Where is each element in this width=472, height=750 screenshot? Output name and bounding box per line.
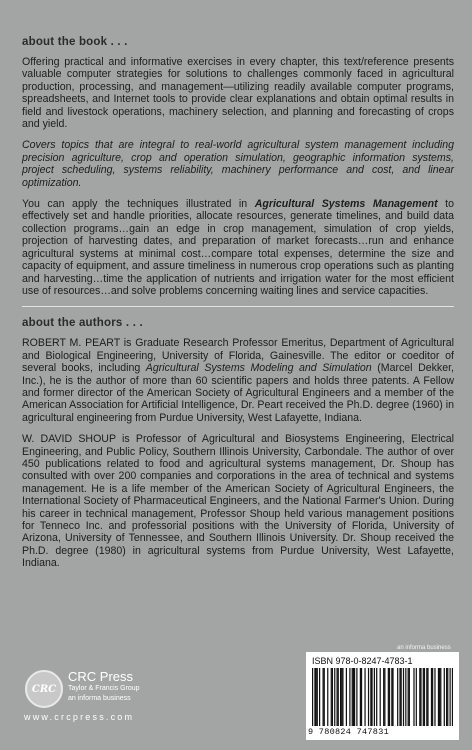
barcode-bar	[332, 668, 333, 726]
barcode-bar	[447, 668, 448, 726]
barcode-bar	[349, 668, 350, 726]
book-topics: Covers topics that are integral to real-world agricultural system management including precision agriculture, crop and operation simulation, geographic information systems, project scheduling, systems reliability, machinery performance and cost, and linear optimization.	[22, 139, 454, 189]
isbn-barcode	[306, 652, 459, 740]
barcode-bar	[312, 668, 313, 726]
barcode-bar	[361, 668, 362, 726]
book-description: Offering practical and informative exercises in every chapter, this text/reference presents valuable computer strategies for solutions to challenges commonly faced in agricultural production, processing, and management—utilizing readily available computer programs, spreadsheets, and Internet tools to provide clear explanations and obtain optimal results in field and livestock operations, machinery selection, and planning and forecasting of crops and yield.	[22, 56, 454, 131]
barcode-bar	[432, 668, 433, 726]
barcode-bar	[403, 668, 404, 726]
barcode-bar	[405, 668, 406, 726]
barcode-bar	[438, 668, 439, 726]
barcode-bar	[327, 668, 328, 726]
barcode-bar	[370, 668, 371, 726]
book-title-inline: Agricultural Systems Management	[254, 198, 438, 211]
barcode-bar	[408, 668, 409, 726]
barcode-bar	[426, 668, 427, 726]
barcode-bar	[389, 668, 390, 726]
barcode-bar	[434, 668, 435, 726]
barcode-bar	[340, 668, 341, 726]
peart-bio-rest: (Marcel Dekker, Inc.), he is the author of more than 60 scientific papers and holds three patents. A Fellow and former director of the American Society of Agricultural Engineers and a member of the American Association for Artificial Intelligence, Dr. Peart received the Ph.D. degree (1960) in agricultural engineering from Purdue University, West Lafayette, Indiana.	[22, 362, 454, 424]
barcode-bar	[416, 668, 417, 726]
peart-bio-start: ROBERT M. PEART is Graduate Research Professor Emeritus, Department of Agricultural and Biological Engineering, University of Florida, Gainesville. The editor or coeditor of several books, including	[22, 337, 454, 375]
author-peart-bio	[22, 337, 454, 424]
barcode-bar	[384, 668, 385, 726]
barcode-bar	[431, 668, 432, 726]
barcode-bar	[376, 668, 377, 726]
barcode-bar	[341, 668, 342, 726]
barcode-bar	[392, 668, 393, 726]
barcode-bar	[450, 668, 451, 726]
barcode-bar	[397, 668, 398, 726]
barcode-bar	[388, 668, 389, 726]
barcode-bars	[312, 668, 453, 726]
ean-digits: 9 780824 747831	[308, 727, 390, 737]
book-applications	[22, 198, 454, 297]
about-authors-heading: about the authors . . .	[22, 317, 143, 330]
barcode-bar	[419, 668, 420, 726]
crc-logo-icon	[25, 670, 63, 708]
about-book-heading: about the book . . .	[22, 36, 128, 48]
applications-intro: You can apply the techniques illustrated in	[22, 198, 255, 211]
barcode-bar	[399, 668, 400, 726]
barcode-bar	[423, 668, 424, 726]
publisher-name: CRC Press	[68, 669, 134, 684]
barcode-bar	[440, 668, 441, 726]
publisher-group: Taylor & Francis Group	[68, 685, 140, 692]
peart-book-title: Agricultural Systems Modeling and Simulation	[145, 362, 372, 375]
barcode-bar	[324, 668, 325, 726]
publisher-website: www.crcpress.com	[24, 712, 135, 722]
barcode-bar	[380, 668, 381, 726]
barcode-bar	[383, 668, 384, 726]
barcode-bar	[354, 668, 355, 726]
publisher-brand	[68, 670, 140, 703]
barcode-bar	[444, 668, 445, 726]
barcode-bar	[368, 668, 369, 726]
barcode-bar	[352, 668, 353, 726]
barcode-bar	[316, 668, 317, 726]
barcode-bar	[356, 668, 357, 726]
barcode-bar	[360, 668, 361, 726]
author-shoup-bio: W. DAVID SHOUP is Professor of Agricultural and Biosystems Engineering, Electrical Engineering, and Public Policy, Southern Illinois University, Carbondale. The author of over 450 publications related to food and agricultural systems management, Dr. Shoup has consulted with over 200 companies and corporations in the area of technical and systems management. He is a life member of the American Society of Agricultural Engineers, the International Society of Pharmaceutical Engineers, and the National Farmer's Union. During his career in technical management, Professor Shoup held various management positions for Tenneco Inc. and professorial positions with the University of Florida, University of Arizona, University of Tennessee, and Southern Illinois University. Dr. Shoup received the Ph.D. degree (1980) in agricultural systems from Purdue University, West Lafayette, Indiana.	[22, 433, 454, 570]
barcode-bar	[439, 668, 440, 726]
section-divider	[22, 306, 454, 307]
barcode-bar	[322, 668, 323, 726]
barcode-bar	[446, 668, 447, 726]
back-cover-text	[22, 0, 454, 579]
isbn-number: ISBN 978-0-8247-4783-1	[312, 656, 413, 666]
barcode-bar	[364, 668, 365, 726]
barcode-bar	[338, 668, 339, 726]
barcode-bar	[334, 668, 335, 726]
barcode-bar	[427, 668, 428, 726]
applications-rest: to effectively set and handle priorities, allocate resources, generate timelines, and build data collection programs…gain an edge in crop management, simulation of crop yields, projection of harvesting dates, and preparation of market forecasts…run and enhance agricultural systems at minimal cost…compare total expenses, determine the size and capacity of equipment, and assure timeliness in numerous crop operations such as planting and harvesting…time the application of nutrients and irrigation water for the most efficient use of resources…and solve problems concerning waiting lines and service capacities.	[22, 198, 454, 297]
barcode-bar	[374, 668, 375, 726]
crc-logo-text: CRC	[31, 683, 57, 695]
barcode-bar	[420, 668, 421, 726]
informa-label: an informa business	[397, 645, 451, 651]
barcode-bar	[317, 668, 318, 726]
barcode-bar	[424, 668, 425, 726]
barcode-bar	[391, 668, 392, 726]
barcode-bar	[409, 668, 410, 726]
barcode-bar	[353, 668, 354, 726]
barcode-bar	[413, 668, 414, 726]
barcode-bar	[452, 668, 453, 726]
barcode-bar	[336, 668, 337, 726]
barcode-bar	[319, 668, 320, 726]
barcode-bar	[346, 668, 347, 726]
barcode-bar	[401, 668, 402, 726]
barcode-bar	[314, 668, 315, 726]
barcode-bar	[371, 668, 372, 726]
publisher-informa: an informa business	[68, 695, 131, 702]
barcode-bar	[331, 668, 332, 726]
barcode-bar	[342, 668, 343, 726]
